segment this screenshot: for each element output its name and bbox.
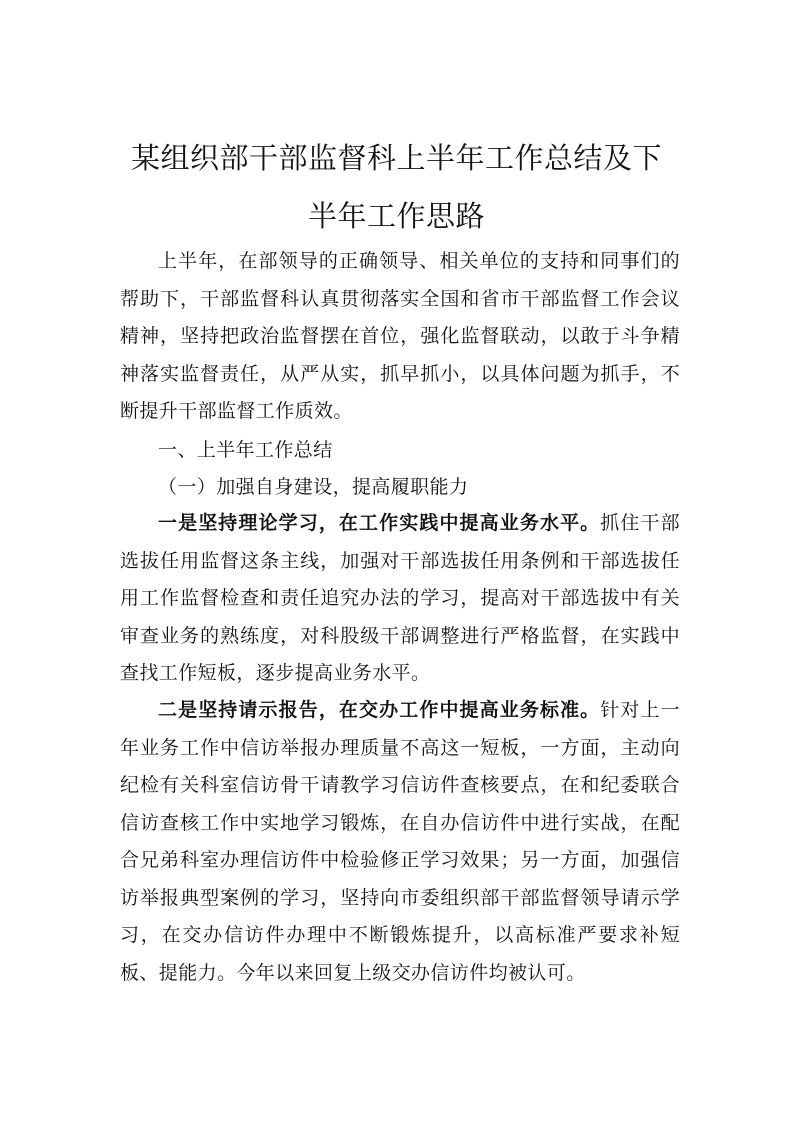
- intro-paragraph: 上半年，在部领导的正确领导、相关单位的支持和同事们的帮助下，干部监督科认真贯彻落实全国和省市干部监督工作会议精神，坚持把政治监督摆在首位，强化监督联动，以敢于斗争精神落实监督责任，从严从实，抓早抓小，以具体问题为抓手，不断提升干部监督工作质效。: [120, 250, 680, 422]
- paragraph-1-text: 抓住干部选拔任用监督这条主线，加强对干部选拔任用条例和干部选拔任用工作监督检查和责任追究办法的学习，提高对干部选拔中有关审查业务的熟练度，对科股级干部调整进行严格监督，在实践中查找工作短板，逐步提高业务水平。: [120, 512, 680, 684]
- subsection-heading: （一）加强自身建设，提高履职能力: [158, 476, 469, 498]
- document-title-line-1: 某组织部干部监督科上半年工作总结及下: [130, 141, 662, 175]
- paragraph-2: [120, 692, 680, 992]
- paragraph-2-text: 针对上一年业务工作中信访举报办理质量不高这一短板，一方面，主动向纪检有关科室信访骨干请教学习信访件查核要点，在和纪委联合信访查核工作中实地学习锻炼，在自办信访件中进行实战，在配合兄弟科室办理信访件中检验修正学习效果；另一方面，加强信访举报典型案例的学习，坚持向市委组织部干部监督领导请示学习，在交办信访件办理中不断锻炼提升，以高标准严要求补短板、提能力。今年以来回复上级交办信访件均被认可。: [120, 699, 680, 984]
- document-title-line-2: 半年工作思路: [307, 199, 485, 233]
- paragraph-1: [120, 505, 680, 693]
- paragraph-1-lead: 一是坚持理论学习，在工作实践中提高业务水平。: [158, 512, 601, 534]
- paragraph-2-lead: 二是坚持请示报告，在交办工作中提高业务标准。: [158, 699, 601, 721]
- section-heading: 一、上半年工作总结: [158, 439, 333, 461]
